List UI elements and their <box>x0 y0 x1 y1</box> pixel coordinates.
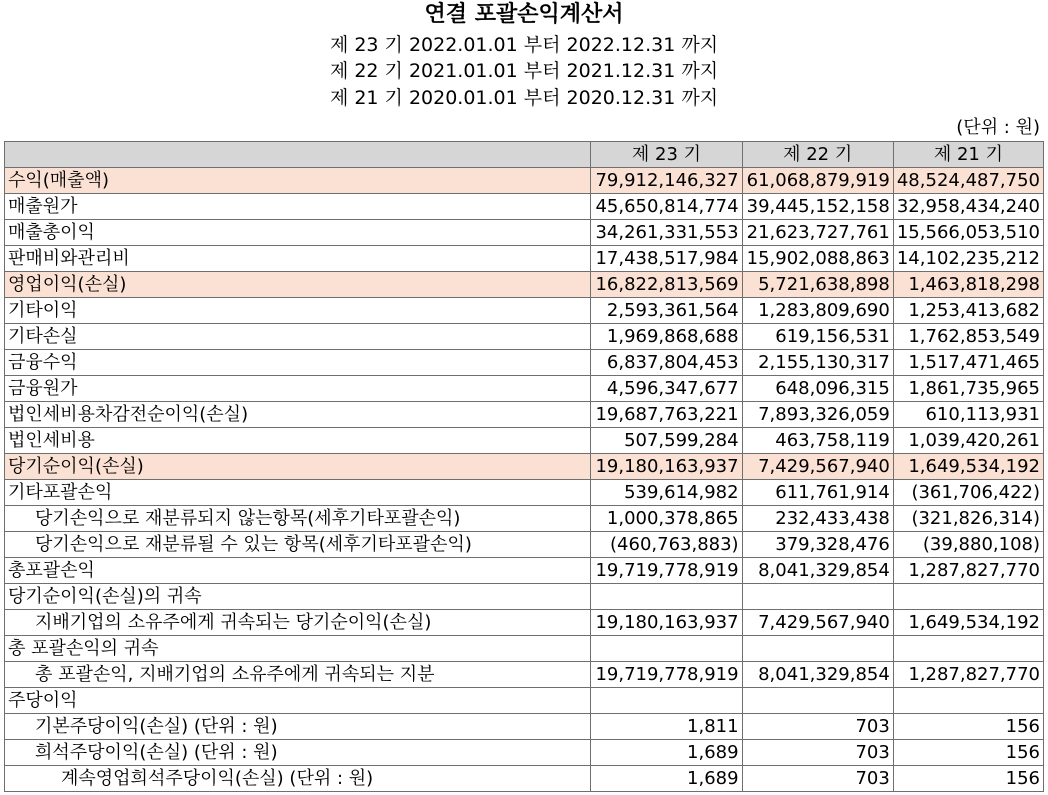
period-line-23: 제 23 기 2022.01.01 부터 2022.12.31 까지 <box>329 34 719 56</box>
value-period-21 <box>893 584 1043 610</box>
value-period-22: 648,096,315 <box>742 376 893 402</box>
row-label: 기타손실 <box>5 324 591 350</box>
value-period-21: 1,463,818,298 <box>893 272 1043 298</box>
value-period-23 <box>591 584 742 610</box>
table-body <box>5 168 1044 792</box>
value-period-22: 15,902,088,863 <box>742 246 893 272</box>
income-statement-table <box>4 141 1044 792</box>
value-period-23: 19,180,163,937 <box>591 610 742 636</box>
row-label: 법인세비용차감전순이익(손실) <box>5 402 591 428</box>
value-period-23: 19,687,763,221 <box>591 402 742 428</box>
header-period-22: 제 22 기 <box>742 142 893 168</box>
row-label: 금융수익 <box>5 350 591 376</box>
table-row <box>5 558 1044 584</box>
value-period-23 <box>591 636 742 662</box>
table-row <box>5 480 1044 506</box>
value-period-22: 2,155,130,317 <box>742 350 893 376</box>
value-period-21: 48,524,487,750 <box>893 168 1043 194</box>
value-period-23: 4,596,347,677 <box>591 376 742 402</box>
value-period-21: 156 <box>893 714 1043 740</box>
value-period-23: 507,599,284 <box>591 428 742 454</box>
value-period-22: 703 <box>742 714 893 740</box>
value-period-22: 232,433,438 <box>742 506 893 532</box>
value-period-23: 34,261,331,553 <box>591 220 742 246</box>
row-label: 총 포괄손익의 귀속 <box>5 636 591 662</box>
value-period-22: 463,758,119 <box>742 428 893 454</box>
row-label: 계속영업희석주당이익(손실) (단위 : 원) <box>5 766 591 792</box>
table-row <box>5 220 1044 246</box>
value-period-21: 1,287,827,770 <box>893 662 1043 688</box>
value-period-22: 7,893,326,059 <box>742 402 893 428</box>
header-period-21: 제 21 기 <box>893 142 1043 168</box>
row-label: 총포괄손익 <box>5 558 591 584</box>
value-period-21: (39,880,108) <box>893 532 1043 558</box>
value-period-21: 15,566,053,510 <box>893 220 1043 246</box>
table-row <box>5 168 1044 194</box>
statement-title: 연결 포괄손익계산서 <box>424 2 624 27</box>
value-period-23: (460,763,883) <box>591 532 742 558</box>
row-label: 당기순이익(손실) <box>5 454 591 480</box>
value-period-22: 61,068,879,919 <box>742 168 893 194</box>
value-period-22: 379,328,476 <box>742 532 893 558</box>
value-period-23: 1,811 <box>591 714 742 740</box>
unit-label: (단위 : 원) <box>956 117 1040 138</box>
period-line-22: 제 22 기 2021.01.01 부터 2021.12.31 까지 <box>329 60 719 82</box>
value-period-21: 1,649,534,192 <box>893 454 1043 480</box>
value-period-23: 2,593,361,564 <box>591 298 742 324</box>
row-label: 당기손익으로 재분류되지 않는항목(세후기타포괄손익) <box>5 506 591 532</box>
table-row <box>5 194 1044 220</box>
value-period-21: 32,958,434,240 <box>893 194 1043 220</box>
row-label: 총 포괄손익, 지배기업의 소유주에게 귀속되는 지분 <box>5 662 591 688</box>
row-label: 기타이익 <box>5 298 591 324</box>
value-period-23: 19,719,778,919 <box>591 558 742 584</box>
value-period-21: 1,861,735,965 <box>893 376 1043 402</box>
value-period-23: 45,650,814,774 <box>591 194 742 220</box>
table-row <box>5 662 1044 688</box>
value-period-21: 1,517,471,465 <box>893 350 1043 376</box>
value-period-22: 39,445,152,158 <box>742 194 893 220</box>
row-label: 주당이익 <box>5 688 591 714</box>
value-period-23 <box>591 688 742 714</box>
value-period-23: 1,969,868,688 <box>591 324 742 350</box>
table-row <box>5 428 1044 454</box>
value-period-23: 16,822,813,569 <box>591 272 742 298</box>
value-period-21: 1,039,420,261 <box>893 428 1043 454</box>
table-row <box>5 688 1044 714</box>
table-row <box>5 324 1044 350</box>
row-label: 영업이익(손실) <box>5 272 591 298</box>
period-line-21: 제 21 기 2020.01.01 부터 2020.12.31 까지 <box>329 87 719 109</box>
value-period-21: 156 <box>893 766 1043 792</box>
value-period-21: (361,706,422) <box>893 480 1043 506</box>
value-period-21: 1,253,413,682 <box>893 298 1043 324</box>
value-period-22 <box>742 636 893 662</box>
value-period-23: 79,912,146,327 <box>591 168 742 194</box>
row-label: 매출원가 <box>5 194 591 220</box>
value-period-22: 8,041,329,854 <box>742 662 893 688</box>
table-row <box>5 376 1044 402</box>
value-period-21 <box>893 688 1043 714</box>
value-period-23: 19,719,778,919 <box>591 662 742 688</box>
value-period-22: 8,041,329,854 <box>742 558 893 584</box>
table-row <box>5 272 1044 298</box>
table-row <box>5 532 1044 558</box>
row-label: 법인세비용 <box>5 428 591 454</box>
value-period-22 <box>742 688 893 714</box>
row-label: 금융원가 <box>5 376 591 402</box>
value-period-22: 7,429,567,940 <box>742 454 893 480</box>
table-row <box>5 636 1044 662</box>
value-period-23: 19,180,163,937 <box>591 454 742 480</box>
value-period-23: 1,689 <box>591 740 742 766</box>
table-row <box>5 584 1044 610</box>
row-label: 기타포괄손익 <box>5 480 591 506</box>
header-period-23: 제 23 기 <box>591 142 742 168</box>
row-label: 당기손익으로 재분류될 수 있는 항목(세후기타포괄손익) <box>5 532 591 558</box>
table-row <box>5 402 1044 428</box>
value-period-23: 17,438,517,984 <box>591 246 742 272</box>
value-period-22: 611,761,914 <box>742 480 893 506</box>
value-period-21 <box>893 636 1043 662</box>
value-period-22: 21,623,727,761 <box>742 220 893 246</box>
row-label: 지배기업의 소유주에게 귀속되는 당기순이익(손실) <box>5 610 591 636</box>
table-row <box>5 714 1044 740</box>
table-row <box>5 246 1044 272</box>
row-label: 희석주당이익(손실) (단위 : 원) <box>5 740 591 766</box>
header-item <box>5 142 591 168</box>
value-period-22: 1,283,809,690 <box>742 298 893 324</box>
table-row <box>5 766 1044 792</box>
value-period-22: 619,156,531 <box>742 324 893 350</box>
value-period-23: 539,614,982 <box>591 480 742 506</box>
value-period-21: 14,102,235,212 <box>893 246 1043 272</box>
value-period-21: 1,762,853,549 <box>893 324 1043 350</box>
row-label: 판매비와관리비 <box>5 246 591 272</box>
value-period-21: 1,649,534,192 <box>893 610 1043 636</box>
value-period-23: 1,000,378,865 <box>591 506 742 532</box>
table-row <box>5 610 1044 636</box>
value-period-23: 1,689 <box>591 766 742 792</box>
value-period-21: 610,113,931 <box>893 402 1043 428</box>
row-label: 수익(매출액) <box>5 168 591 194</box>
table-row <box>5 454 1044 480</box>
row-label: 매출총이익 <box>5 220 591 246</box>
table-header-row <box>5 142 1044 168</box>
row-label: 기본주당이익(손실) (단위 : 원) <box>5 714 591 740</box>
value-period-23: 6,837,804,453 <box>591 350 742 376</box>
value-period-22: 5,721,638,898 <box>742 272 893 298</box>
table-row <box>5 298 1044 324</box>
table-row <box>5 740 1044 766</box>
value-period-22: 703 <box>742 766 893 792</box>
value-period-21: 156 <box>893 740 1043 766</box>
value-period-22 <box>742 584 893 610</box>
table-row <box>5 506 1044 532</box>
value-period-21: (321,826,314) <box>893 506 1043 532</box>
value-period-22: 703 <box>742 740 893 766</box>
value-period-21: 1,287,827,770 <box>893 558 1043 584</box>
table-row <box>5 350 1044 376</box>
row-label: 당기순이익(손실)의 귀속 <box>5 584 591 610</box>
value-period-22: 7,429,567,940 <box>742 610 893 636</box>
